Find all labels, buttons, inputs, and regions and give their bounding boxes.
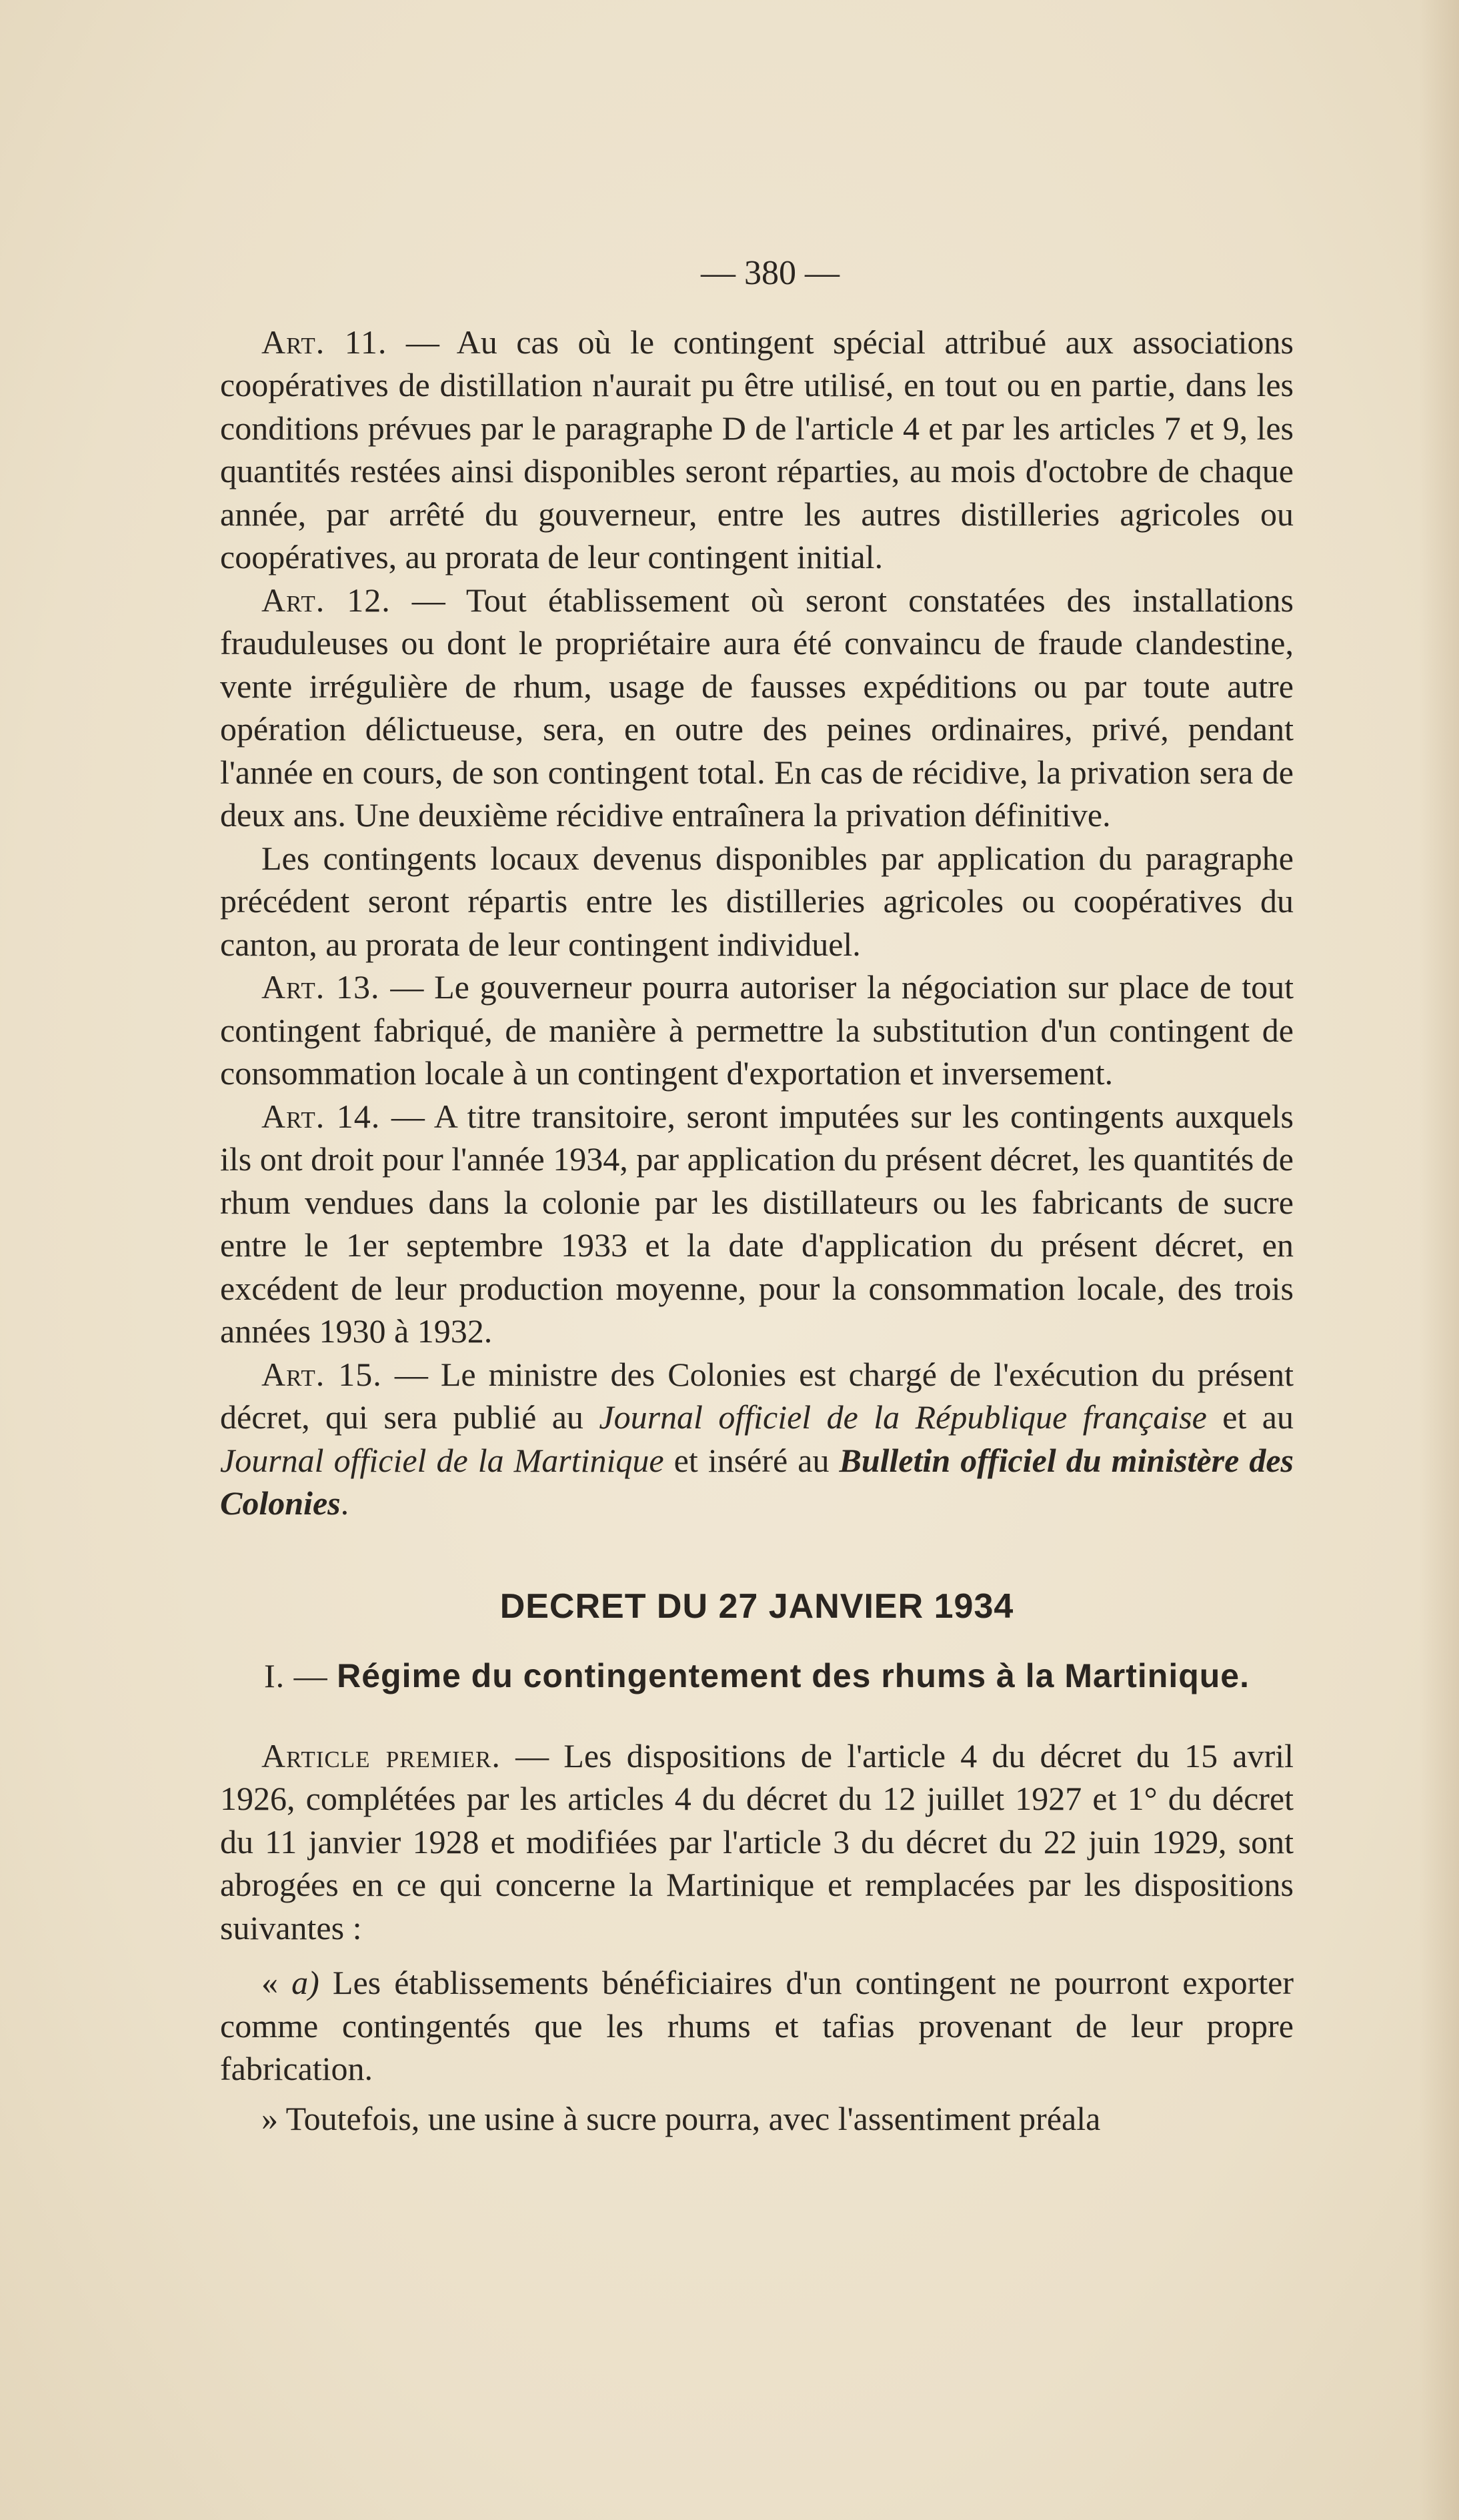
article-13 [220, 966, 1294, 1095]
article-15-text-d: . [340, 1484, 349, 1522]
article-11-label: Art. 11. [261, 323, 387, 361]
section-number: I. — [263, 1657, 337, 1694]
article-12-label: Art. 12. [261, 581, 391, 619]
paragraph-a-text: Les établissements bénéficiaires d'un contingent ne pourront exporter comme contingentés que les rhums et tafias provenant de leur propre fabrication. [220, 1964, 1294, 2087]
paragraph-a-letter: a) [291, 1964, 319, 2001]
article-15-text-b: et au [1206, 1398, 1294, 1436]
article-14-label: Art. 14. [261, 1097, 381, 1135]
article-14-text: — A titre transitoire, seront imputées sur les contingents auxquels ils ont droit pour l'année 1934, par application du présent décret, les quantités de rhum vendues dans la colonie par les distillateurs ou les fabricants de sucre entre le 1er septembre 1933 et la date d'application du présent décret, en excédent de leur production moyenne, pour la consommation locale, des trois années 1930 à 1932. [220, 1097, 1294, 1350]
section-title: Régime du contingentement des rhums à la Martinique. [337, 1657, 1250, 1694]
page-edge-shadow [1419, 0, 1459, 2520]
journal-officiel-martinique: Journal officiel de la Martinique [220, 1441, 664, 1479]
article-15-text-a: — Le ministre des Colonies est chargé de l'exécution du présent décret, qui sera publié au [220, 1355, 1294, 1436]
article-13-text: — Le gouverneur pourra autoriser la négociation sur place de tout contingent fabriqué, de manière à permettre la substitution d'un contingent de consommation locale à un contingent d'exportation et inversement. [220, 968, 1294, 1092]
paragraph-toutefois: » Toutefois, une usine à sucre pourra, avec l'assentiment préala [261, 2099, 1101, 2137]
bulletin-officiel: Bulletin officiel du ministère des Colonies [220, 1441, 1294, 1522]
article-15-label: Art. 15. [261, 1355, 382, 1393]
article-13-label: Art. 13. [261, 968, 380, 1006]
section-heading [220, 1654, 1294, 1698]
journal-officiel-republique: Journal officiel de la République française [599, 1398, 1207, 1436]
article-11-text: — Au cas où le contingent spécial attribué aux associations coopératives de distillation n'aurait pu être utilisé, en tout ou en partie, dans les conditions prévues par le paragraphe D de l'article 4 et par les articles 7 et 9, les quantités restées ainsi disponibles seront réparties, au mois d'octobre de chaque année, par arrêté du gouverneur, entre les autres distilleries agricoles ou coopératives, au prorata de leur contingent initial. [220, 323, 1294, 575]
article-premier [220, 1734, 1294, 1950]
article-premier-text: — Les dispositions de l'article 4 du décret du 15 avril 1926, complétées par les articles 4 du décret du 12 juillet 1927 et 1° du décret du 11 janvier 1928 et modifiées par l'article 3 du décret du 22 juin 1929, sont abrogées en ce qui concerne la Martinique et remplacées par les dispositions suivantes : [220, 1736, 1294, 1947]
article-12 [220, 579, 1294, 837]
article-premier-label: Article premier. [261, 1736, 501, 1774]
page-number: — 380 — [701, 254, 840, 292]
paragraph-a [220, 1961, 1294, 2091]
decree-title: DECRET DU 27 JANVIER 1934 [499, 1586, 1014, 1626]
article-15-text-c: et inséré au [663, 1441, 840, 1479]
article-11 [220, 321, 1294, 579]
page-content [220, 252, 1294, 2140]
article-12-paragraph-2: Les contingents locaux devenus disponibles par application du paragraphe précédent seront répartis entre les distilleries agricoles ou coopératives du canton, au prorata de leur contingent individuel. [220, 839, 1294, 963]
article-14 [220, 1095, 1294, 1353]
article-15 [220, 1353, 1294, 1525]
paragraph-a-quote: « [261, 1964, 292, 2001]
article-12-text: — Tout établissement où seront constatées des installations frauduleuses ou dont le propriétaire aura été convaincu de fraude clandestine, vente irrégulière de rhum, usage de fausses expéditions ou par toute autre opération délictueuse, sera, en outre des peines ordinaires, privé, pendant l'année en cours, de son contingent total. En cas de récidive, la privation sera de deux ans. Une deuxième récidive entraînera la privation définitive. [220, 581, 1294, 834]
